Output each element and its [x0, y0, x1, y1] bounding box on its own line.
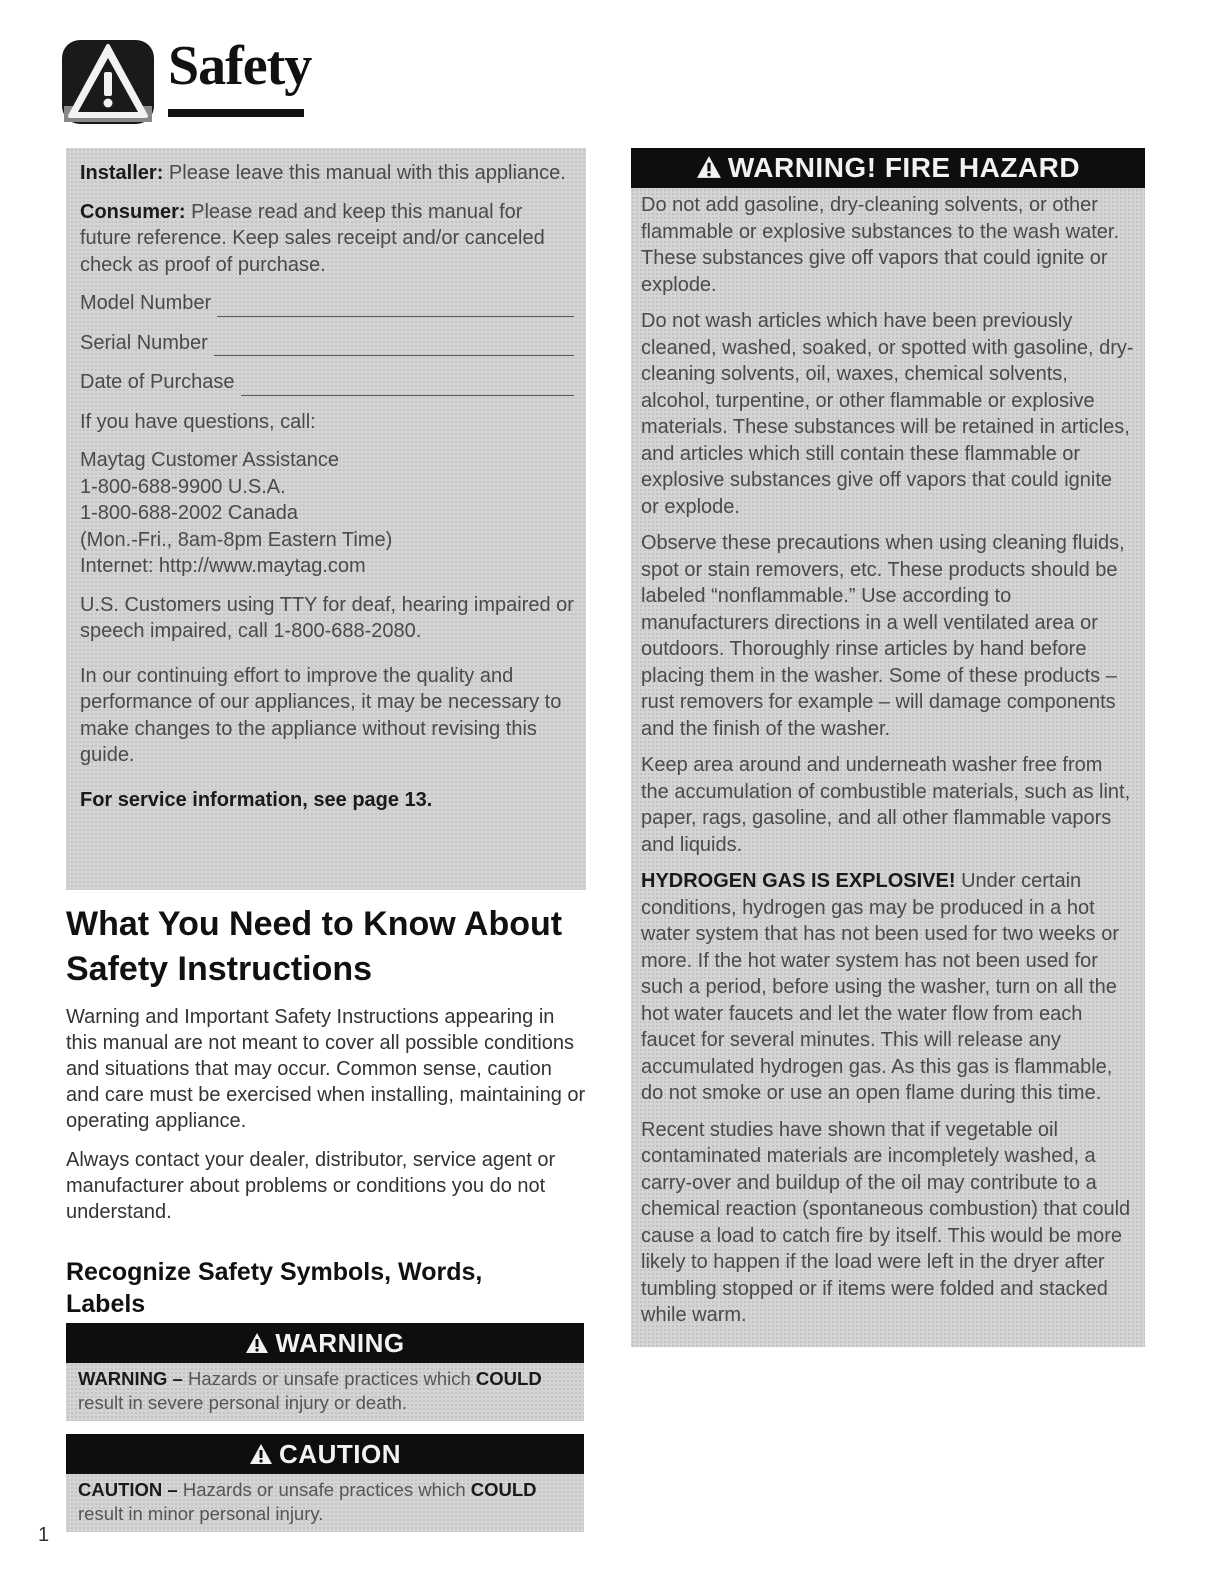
fire-paragraph-2: Do not wash articles which have been previously cleaned, washed, soaked, or spotted with gasoline, dry-cleaning solvents, oil, waxes, chemical solvents, alcohol, turpentine, or other flammable or explosive materials. These substances will be retained in articles, and articles which still contain these flammable or explosive substances give off vapors that could ignite or explode. [641, 310, 1134, 518]
model-number-field [80, 290, 574, 317]
caution-text-after: result in minor personal injury. [78, 1503, 324, 1524]
model-number-label: Model Number [80, 292, 212, 314]
service-info-text: For service information, see page 13. [80, 788, 433, 811]
fire-paragraph-5 [641, 868, 1135, 1107]
consumer-label: Consumer: [80, 200, 186, 223]
safety-warning-icon [62, 40, 154, 124]
fire-hazard-banner-text: WARNING! FIRE HAZARD [727, 152, 1081, 183]
installer-note [80, 160, 574, 187]
contact-line: Internet: http://www.maytag.com [80, 555, 366, 577]
fire-hazard-banner [631, 148, 1145, 188]
caution-emphasis: COULD [470, 1479, 537, 1500]
fire-paragraph-6: Recent studies have shown that if vegetable oil contaminated materials are incompletely washed, a carry-over and buildup of the oil may contribute to a chemical reaction (spontaneous combustion) that could cause a load to catch fire by itself. This would be more likely to happen if the load were left in the dryer after tumbling stopped or if items were folded and stacked while warm. [641, 1118, 1131, 1326]
warning-text-before: Hazards or unsafe practices which [187, 1368, 471, 1389]
warning-banner [66, 1323, 584, 1363]
warning-label-box [66, 1323, 584, 1421]
hydrogen-warning-label: HYDROGEN GAS IS EXPLOSIVE! [641, 870, 956, 892]
caution-text-before: Hazards or unsafe practices which [182, 1479, 466, 1500]
contact-block [80, 447, 574, 580]
serial-number-field [80, 330, 574, 357]
warning-emphasis: COULD [475, 1368, 542, 1389]
serial-number-label: Serial Number [80, 331, 208, 354]
contact-paragraph: Always contact your dealer, distributor, service agent or manufacturer about problems or conditions you do not understand. [66, 1149, 556, 1223]
date-of-purchase-field [80, 369, 574, 396]
consumer-text: Please read and keep this manual for future reference. Keep sales receipt and/or canceled check as proof of purchase. [80, 200, 545, 276]
contact-line: Maytag Customer Assistance [80, 449, 339, 471]
caution-definition [66, 1474, 584, 1532]
warning-label: WARNING – [78, 1368, 183, 1389]
caution-label: CAUTION – [78, 1479, 178, 1500]
questions-text: If you have questions, call: [80, 410, 316, 433]
fire-paragraph-1: Do not add gasoline, dry-cleaning solvents, or other flammable or explosive substances to the wash water. These substances give off vapors that could ignite or explode. [641, 194, 1120, 296]
installer-label: Installer: [80, 162, 164, 184]
caution-banner [66, 1434, 584, 1474]
owner-info-box [66, 148, 586, 890]
warning-banner-text: WARNING [275, 1328, 405, 1358]
title-underline [168, 109, 304, 117]
warning-triangle-icon [696, 150, 722, 190]
warning-triangle-icon [245, 1325, 269, 1365]
hydrogen-warning-text: Under certain conditions, hydrogen gas may be produced in a hot water system that has not been used for two weeks or more. If the hot water system has not been used for such a period, before using the washer, turn on all the hot water faucets and let the water flow from each faucet for several minutes. This will release any accumulated hydrogen gas. As this gas is flammable, do not smoke or use an open flame during this time. [641, 870, 1120, 1104]
contact-line: (Mon.-Fri., 8am-8pm Eastern Time) [80, 528, 393, 551]
improvement-text: In our continuing effort to improve the quality and performance of our appliances, it may be necessary to make changes to the appliance without revising this guide. [80, 664, 562, 766]
caution-banner-text: CAUTION [279, 1439, 401, 1469]
contact-line: 1-800-688-9900 U.S.A. [80, 475, 286, 498]
sub-heading: Recognize Safety Symbols, Words, Labels [66, 1258, 483, 1318]
page-number: 1 [38, 1524, 50, 1546]
warning-text-after: result in severe personal injury or death. [78, 1392, 408, 1413]
caution-label-box [66, 1434, 584, 1532]
caution-triangle-icon [249, 1436, 273, 1476]
fire-hazard-box [631, 148, 1145, 1347]
fire-paragraph-4: Keep area around and underneath washer free from the accumulation of combustible materials, such as lint, paper, rags, gasoline, and all other flammable vapors and liquids. [641, 754, 1131, 856]
page-title: Safety [168, 35, 312, 97]
warning-definition [66, 1363, 584, 1421]
consumer-note [80, 199, 574, 279]
fire-paragraph-3: Observe these precautions when using cleaning fluids, spot or stain removers, etc. These products should be labeled “nonflammable.” Use according to manufacturers directions in a well ventilated area or outdoors. Thoroughly rinse articles by hand before placing them in the washer. Some of these products – rust removers for example – will damage components and the finish of the washer. [641, 532, 1125, 740]
date-of-purchase-label: Date of Purchase [80, 371, 235, 393]
section-heading: What You Need to Know About Safety Instructions [66, 905, 563, 988]
tty-text: U.S. Customers using TTY for deaf, hearing impaired or speech impaired, call 1-800-688-2080. [80, 593, 574, 642]
installer-text: Please leave this manual with this appliance. [168, 162, 566, 184]
intro-paragraph: Warning and Important Safety Instructions appearing in this manual are not meant to cover all possible conditions and situations that may occur. Common sense, caution and care must be exercised when installing, maintaining or operating appliance. [66, 1006, 586, 1132]
contact-line: 1-800-688-2002 Canada [80, 502, 298, 524]
